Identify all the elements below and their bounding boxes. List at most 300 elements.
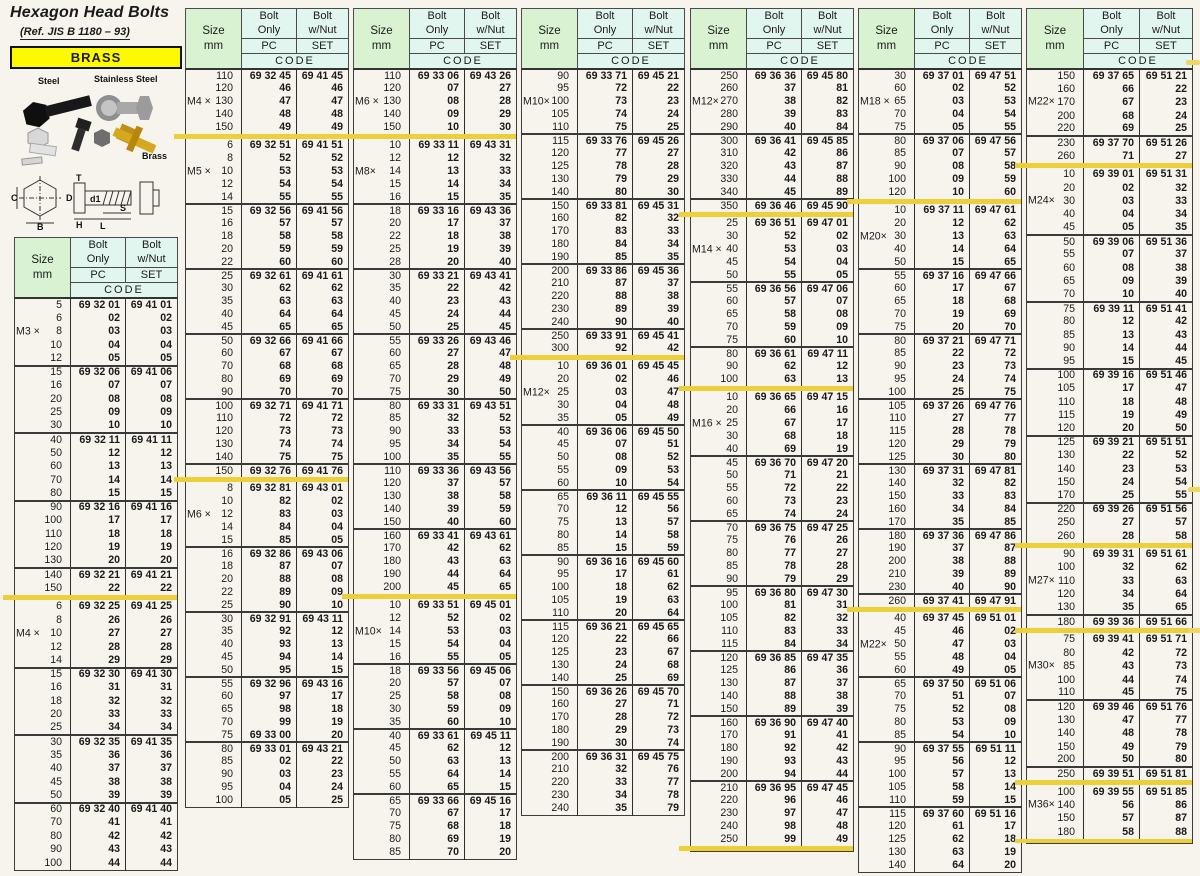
bolt-row <box>691 308 854 321</box>
bolt-row <box>691 716 854 729</box>
size-cell <box>186 82 242 95</box>
size-value: 80 <box>894 334 906 347</box>
size-cell <box>354 729 410 742</box>
bolt-row <box>1027 449 1193 462</box>
set-code-cell: 87 <box>1004 542 1016 555</box>
size-cell <box>859 386 915 399</box>
set-code-cell: 72 <box>667 711 679 724</box>
bolt-row <box>354 295 517 308</box>
size-cell <box>15 514 71 528</box>
set-code-cell: 69 51 11 <box>975 742 1016 755</box>
set-code-cell: 57 <box>331 217 343 230</box>
set-code-cell: 69 45 01 <box>469 599 511 612</box>
size-cell <box>354 716 410 729</box>
pc-code-cell: 15 <box>410 191 465 204</box>
pc-code-cell: 10 <box>915 186 970 199</box>
size-cell <box>15 627 71 641</box>
pc-code-cell: 03 <box>242 768 297 781</box>
set-code-cell: 88 <box>1004 555 1016 568</box>
bolt-row <box>859 334 1022 347</box>
bolt-row <box>859 186 1022 199</box>
pc-code-cell: 28 <box>71 641 126 655</box>
code-table <box>353 8 517 860</box>
size-cell <box>691 755 747 768</box>
pc-code-cell: 69 36 85 <box>747 651 802 664</box>
set-code-cell: 52 <box>1175 449 1187 462</box>
bolt-row <box>354 477 517 490</box>
set-code-cell: 69 51 01 <box>974 612 1016 625</box>
bolt-row <box>15 447 178 461</box>
set-code-cell: 03 <box>499 625 511 638</box>
size-cell <box>186 755 242 768</box>
bolt-row <box>354 807 517 820</box>
pc-code-cell: 49 <box>1084 740 1140 753</box>
bolt-row <box>522 373 685 386</box>
bolt-row <box>522 555 685 568</box>
size-value: 6 <box>227 139 233 152</box>
bolt-row <box>522 399 685 412</box>
pc-code-cell: 17 <box>71 514 126 528</box>
set-code-cell: 69 45 26 <box>637 134 679 147</box>
size-cell <box>522 594 578 607</box>
pc-code-cell: 30 <box>915 451 970 464</box>
size-cell <box>186 534 242 547</box>
size-cell <box>1027 288 1084 301</box>
pc-code-cell: 38 <box>410 490 465 503</box>
size-value: 18 <box>221 560 233 573</box>
bolt-row <box>1027 181 1193 194</box>
pc-code-cell: 87 <box>242 560 297 573</box>
set-code-cell: 17 <box>836 417 848 430</box>
set-code-cell: 58 <box>667 529 679 542</box>
size-value: 120 <box>888 820 906 833</box>
size-cell <box>186 438 242 451</box>
size-value: 90 <box>894 160 906 173</box>
bolt-row <box>1027 503 1193 516</box>
size-value: 80 <box>1063 646 1076 659</box>
set-code-cell: 39 <box>499 243 511 256</box>
pc-code-cell: 40 <box>915 581 970 594</box>
set-code-cell: 58 <box>331 230 343 243</box>
size-value: 180 <box>551 238 569 251</box>
size-value: 140 <box>383 108 401 121</box>
set-code-cell: 34 <box>667 238 679 251</box>
size-cell <box>859 625 915 638</box>
bolt-row <box>859 160 1022 173</box>
set-code-cell: 69 45 85 <box>806 134 848 147</box>
bolt-row <box>691 69 854 82</box>
bolt-row <box>1027 136 1193 149</box>
size-header: Size mm <box>859 9 915 70</box>
set-code-cell: 71 <box>667 698 679 711</box>
set-code-cell: 08 <box>1004 703 1016 716</box>
size-cell <box>15 393 71 407</box>
set-code-cell: 23 <box>667 95 679 108</box>
pc-code-cell: 73 <box>578 95 633 108</box>
set-code-cell: 21 <box>836 469 848 482</box>
size-cell <box>691 217 747 230</box>
pc-code-cell: 69 39 36 <box>1084 615 1140 628</box>
pc-code-cell: 41 <box>71 816 126 830</box>
bolt-row <box>691 508 854 521</box>
size-cell <box>691 95 747 108</box>
size-value: 75 <box>726 333 738 346</box>
pc-code-cell: 94 <box>242 651 297 664</box>
bolt-row <box>354 347 517 360</box>
size-value: 25 <box>726 217 738 230</box>
size-value: 300 <box>720 134 738 147</box>
size-cell <box>15 433 71 447</box>
bolt-row <box>691 651 854 664</box>
bolt-row <box>354 108 517 121</box>
size-cell <box>522 399 578 412</box>
bolt-row <box>15 514 178 528</box>
set-code-cell: 22 <box>331 755 343 768</box>
set-code-cell: 74 <box>331 438 343 451</box>
set-code-cell: 10 <box>836 333 848 346</box>
size-value: 85 <box>894 147 906 160</box>
set-code-cell: 58 <box>1175 529 1187 542</box>
set-code-cell: 53 <box>331 165 343 178</box>
bolt-row <box>186 482 349 495</box>
bolt-row <box>15 379 178 393</box>
set-code-cell: 69 47 91 <box>974 594 1016 607</box>
size-cell <box>354 243 410 256</box>
bolt-row <box>1027 96 1193 109</box>
set-code-cell: 37 <box>667 277 679 290</box>
size-value: 70 <box>894 690 906 703</box>
bolt-row <box>522 737 685 750</box>
bolt-row <box>859 612 1022 625</box>
bolt-row <box>859 134 1022 147</box>
pc-code-cell: 59 <box>410 703 465 716</box>
size-value: 110 <box>552 120 569 133</box>
size-value: 220 <box>551 290 569 303</box>
pc-code-cell: 89 <box>578 303 633 316</box>
set-code-cell: 47 <box>499 347 511 360</box>
set-code-cell: 42 <box>160 829 172 842</box>
size-value: 115 <box>721 637 738 650</box>
bolt-row <box>1027 168 1193 181</box>
set-code-cell: 69 47 25 <box>806 521 848 534</box>
size-cell <box>691 560 747 573</box>
pc-code-cell: 67 <box>242 347 297 360</box>
pc-code-cell: 74 <box>747 508 802 521</box>
set-code-cell: 69 45 31 <box>637 199 679 212</box>
size-value: 140 <box>888 477 906 490</box>
size-value: 110 <box>552 606 569 619</box>
pc-code-cell: 62 <box>915 833 970 846</box>
size-cell <box>522 277 578 290</box>
set-code-cell: 77 <box>667 776 679 789</box>
set-code-cell: 44 <box>499 308 511 321</box>
bolt-with-nut-header: Bolt w/Nut <box>1140 9 1193 39</box>
set-code-cell: 69 47 61 <box>974 204 1016 217</box>
set-code-cell: 69 43 11 <box>302 612 343 625</box>
bolt-row <box>1027 355 1193 368</box>
pc-code-cell: 69 39 46 <box>1084 700 1140 713</box>
size-cell <box>354 95 410 108</box>
pc-code-cell: 69 32 56 <box>242 204 297 217</box>
bolt-row <box>859 677 1022 690</box>
bolt-row <box>691 482 854 495</box>
bolt-row <box>522 594 685 607</box>
pc-code-cell: 65 <box>242 321 297 334</box>
size-value: 160 <box>551 212 569 225</box>
set-code-cell: 46 <box>836 794 848 807</box>
thread-size-label: M10× <box>523 95 550 108</box>
bolt-row <box>691 147 854 160</box>
set-code-cell: 59 <box>1004 173 1016 186</box>
size-value: 110 <box>384 464 401 477</box>
pc-code-cell: 69 39 21 <box>1084 436 1140 449</box>
set-code-cell: 07 <box>499 677 511 690</box>
pc-code-cell: 59 <box>747 321 802 334</box>
bolt-row <box>1027 261 1193 274</box>
thread-size-label: M5 × <box>187 165 211 178</box>
bolt-row <box>691 404 854 417</box>
size-cell <box>859 820 915 833</box>
set-code-cell: 09 <box>1004 716 1016 729</box>
bolt-row <box>859 230 1022 243</box>
size-cell <box>354 334 410 347</box>
size-value: 105 <box>551 108 569 121</box>
size-value: 65 <box>1063 275 1076 288</box>
size-value: 40 <box>894 612 906 625</box>
pc-code-cell: 02 <box>578 373 633 386</box>
size-cell <box>1027 123 1084 136</box>
size-cell <box>1027 261 1084 274</box>
bolt-row <box>859 69 1022 82</box>
bolt-row <box>859 555 1022 568</box>
set-code-cell: 34 <box>160 721 172 734</box>
set-code-cell: 46 <box>667 373 679 386</box>
pc-code-cell: 32 <box>71 695 126 709</box>
size-cell <box>1027 601 1084 614</box>
size-value: 140 <box>215 450 233 463</box>
bolt-row <box>691 469 854 482</box>
size-cell <box>691 625 747 638</box>
bolt-row <box>1027 646 1193 659</box>
size-cell <box>15 447 71 461</box>
size-value: 100 <box>1057 785 1076 798</box>
bolt-row <box>859 568 1022 581</box>
size-cell <box>522 373 578 386</box>
size-cell <box>522 529 578 542</box>
size-cell <box>522 659 578 672</box>
size-cell <box>522 412 578 425</box>
thread-size-label: M22× <box>860 638 887 651</box>
size-cell <box>1027 168 1084 181</box>
bolt-row <box>186 742 349 755</box>
set-code-cell: 14 <box>499 768 511 781</box>
size-cell <box>1027 382 1084 395</box>
pc-code-cell: 27 <box>1084 516 1140 529</box>
set-code-cell: 69 45 41 <box>637 329 679 342</box>
bolt-row <box>186 716 349 729</box>
set-code-cell: 37 <box>160 762 172 775</box>
size-cell <box>1027 687 1084 700</box>
thread-size-label: M20× <box>860 230 887 243</box>
pc-code-cell: 69 36 46 <box>747 199 802 212</box>
pc-code-cell: 07 <box>410 82 465 95</box>
set-code-cell: 69 51 76 <box>1145 700 1187 713</box>
set-code-cell: 37 <box>1175 248 1187 261</box>
pc-code-cell: 39 <box>915 568 970 581</box>
size-value: 250 <box>551 329 569 342</box>
size-cell <box>691 612 747 625</box>
pc-code-cell: 58 <box>747 308 802 321</box>
bolt-with-nut-header: Bolt w/Nut <box>297 9 349 39</box>
pc-code-cell: 45 <box>1084 687 1140 700</box>
set-code-cell: 08 <box>331 573 343 586</box>
size-cell <box>1027 561 1084 574</box>
size-cell <box>691 729 747 742</box>
bolt-row <box>522 581 685 594</box>
bolt-with-nut-header: Bolt w/Nut <box>633 9 685 39</box>
set-code-cell: 05 <box>836 268 848 281</box>
set-code-cell: 25 <box>331 793 343 806</box>
size-value: 210 <box>551 277 569 290</box>
bolt-row <box>522 425 685 438</box>
pc-code-cell: 28 <box>578 711 633 724</box>
size-value: 75 <box>389 385 401 398</box>
size-cell <box>691 430 747 443</box>
thread-size-label: M6 × <box>187 508 211 521</box>
bolt-row <box>354 599 517 612</box>
size-header: Size mm <box>354 9 410 70</box>
pc-code-cell: 69 <box>242 373 297 386</box>
set-code-cell: 12 <box>499 742 511 755</box>
size-value: 10 <box>50 627 62 640</box>
size-value: 8 <box>227 482 233 495</box>
set-code-cell: 69 41 66 <box>301 334 343 347</box>
size-cell <box>691 534 747 547</box>
set-header: SET <box>633 39 685 54</box>
code-table-2 <box>185 8 348 808</box>
size-value: 22 <box>221 586 233 599</box>
size-cell <box>1027 767 1084 780</box>
size-value: 100 <box>888 768 906 781</box>
hex-nut-photo <box>94 129 110 147</box>
set-code-cell: 28 <box>499 95 511 108</box>
size-cell <box>1027 785 1084 798</box>
size-value: 200 <box>383 581 401 594</box>
pc-code-cell: 69 33 16 <box>410 204 465 217</box>
pc-code-cell: 42 <box>1084 646 1140 659</box>
bolt-row <box>15 789 178 803</box>
size-value: 25 <box>557 386 569 399</box>
set-code-cell: 69 51 36 <box>1145 235 1187 248</box>
size-cell <box>354 399 410 412</box>
size-cell <box>186 243 242 256</box>
set-code-cell: 18 <box>160 527 172 540</box>
bolt-row <box>354 121 517 134</box>
set-code-cell: 16 <box>836 404 848 417</box>
size-value: 180 <box>888 529 906 542</box>
set-code-cell: 14 <box>1004 781 1016 794</box>
size-cell <box>859 555 915 568</box>
size-value: 100 <box>1057 561 1076 574</box>
size-value: 15 <box>221 204 233 217</box>
pc-code-cell: 99 <box>242 716 297 729</box>
size-value: 12 <box>389 152 401 165</box>
bolt-row <box>354 82 517 95</box>
size-cell <box>691 373 747 386</box>
size-value: 28 <box>389 255 401 268</box>
pc-code-cell: 37 <box>747 82 802 95</box>
bolt-row <box>522 776 685 789</box>
pc-code-cell: 82 <box>747 612 802 625</box>
size-cell <box>15 406 71 420</box>
size-cell <box>354 820 410 833</box>
size-cell <box>859 186 915 199</box>
pc-code-cell: 78 <box>578 160 633 173</box>
size-value: 8 <box>56 613 62 626</box>
size-value: 20 <box>557 373 569 386</box>
set-code-cell: 69 47 35 <box>806 651 848 664</box>
pc-code-cell: 43 <box>1084 660 1140 673</box>
pc-code-cell: 59 <box>242 243 297 256</box>
bolt-row <box>354 412 517 425</box>
set-code-cell: 05 <box>160 351 172 364</box>
pc-code-cell: 13 <box>578 516 633 529</box>
pc-code-cell: 34 <box>410 438 465 451</box>
size-value: 55 <box>726 482 738 495</box>
size-value: 25 <box>221 269 233 282</box>
set-code-cell: 20 <box>160 554 172 567</box>
bolt-row <box>859 108 1022 121</box>
size-value: 130 <box>1057 713 1076 726</box>
size-value: 250 <box>720 69 738 82</box>
size-value: 230 <box>551 303 569 316</box>
thread-size-label: M3 × <box>16 325 40 338</box>
bolt-row <box>691 794 854 807</box>
set-code-cell: 65 <box>1175 601 1187 614</box>
bolt-row <box>859 690 1022 703</box>
size-cell <box>691 404 747 417</box>
size-value: 80 <box>1063 315 1076 328</box>
pc-code-cell: 40 <box>410 516 465 529</box>
set-code-cell: 58 <box>1004 160 1016 173</box>
set-code-cell: 50 <box>499 385 511 398</box>
size-cell <box>15 722 71 736</box>
bolt-row <box>186 178 349 191</box>
bolt-row <box>691 82 854 95</box>
size-cell <box>522 646 578 659</box>
size-cell <box>186 334 242 347</box>
set-code-cell: 02 <box>1004 625 1016 638</box>
size-value: 70 <box>894 108 906 121</box>
size-value: 140 <box>1057 799 1076 812</box>
size-cell <box>691 186 747 199</box>
bolt-row <box>1027 727 1193 740</box>
set-code-cell: 39 <box>667 303 679 316</box>
size-cell <box>859 217 915 230</box>
size-cell <box>859 295 915 308</box>
size-value: 50 <box>894 638 906 651</box>
size-value: 90 <box>557 555 569 568</box>
pc-code-cell: 20 <box>578 607 633 620</box>
size-value: 80 <box>894 134 906 147</box>
size-value: 220 <box>551 776 569 789</box>
bolt-row <box>354 139 517 152</box>
size-cell <box>186 386 242 399</box>
size-value: 10 <box>557 360 569 373</box>
size-cell <box>15 298 71 312</box>
bolt-row <box>186 256 349 269</box>
set-code-cell: 69 47 40 <box>806 716 848 729</box>
